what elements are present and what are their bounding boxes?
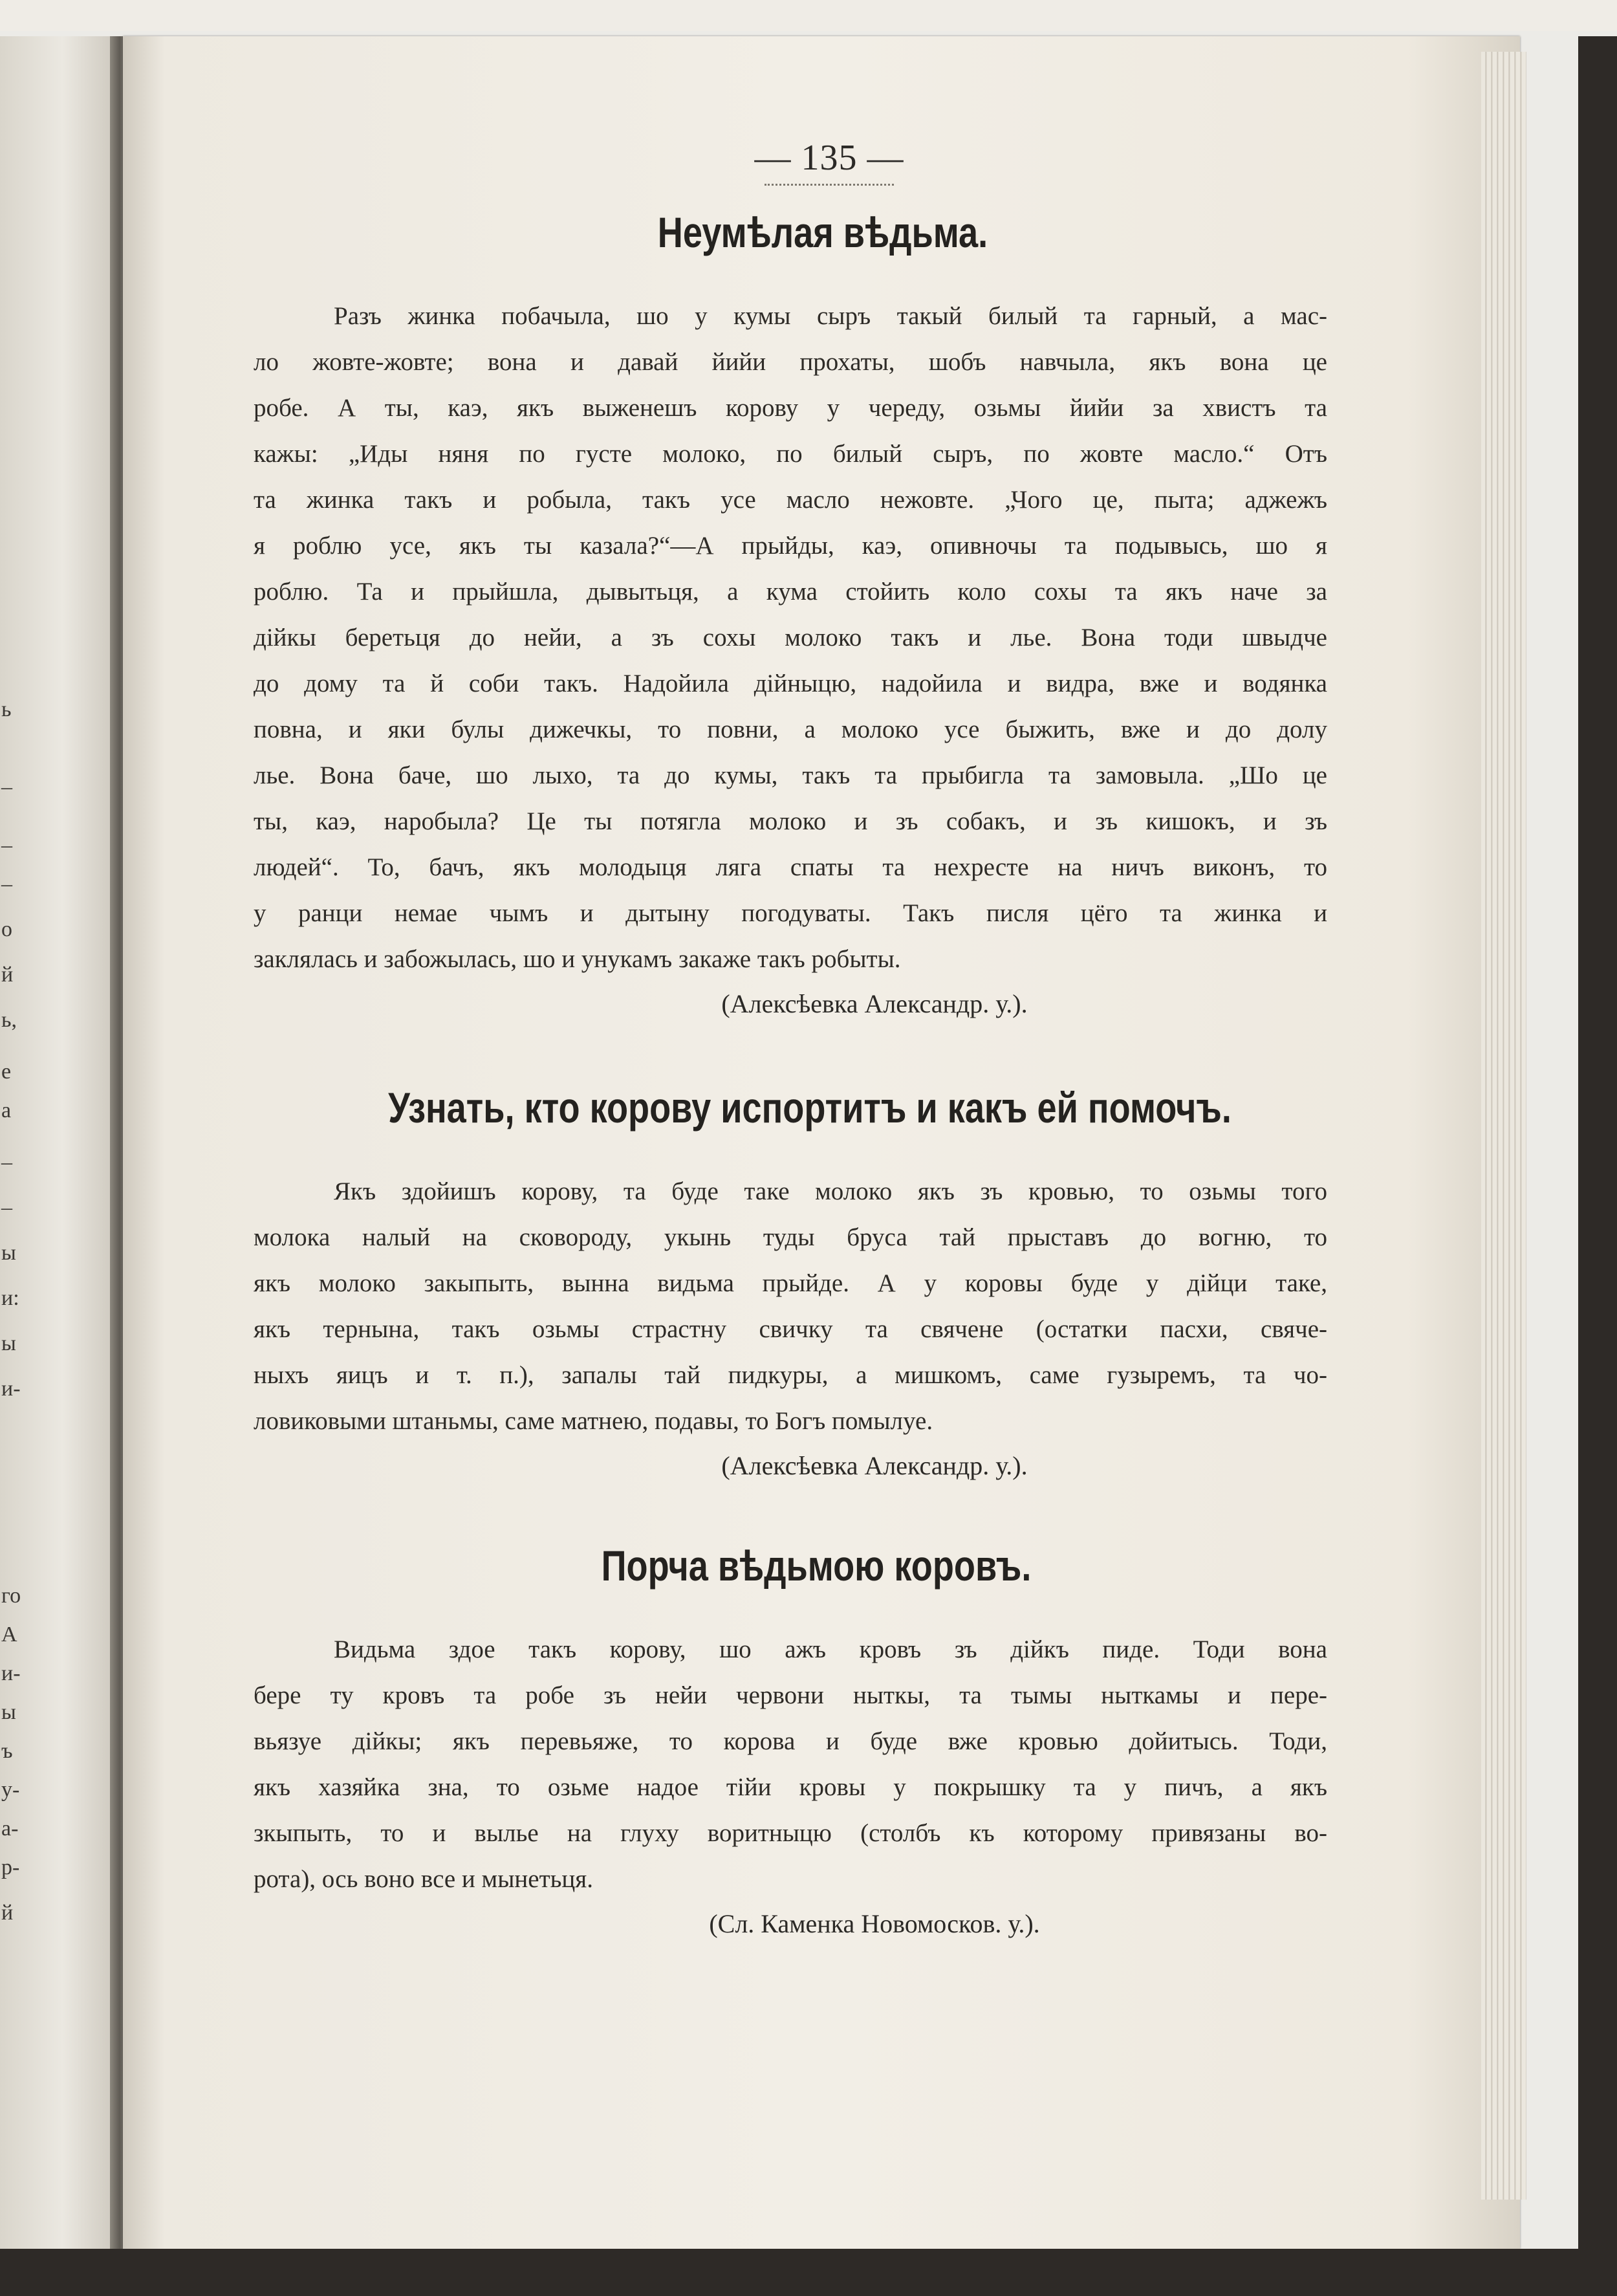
page-number-ornament (765, 181, 894, 186)
left-page-letter: – (1, 872, 12, 896)
text-line: якъ тернына, такъ озьмы страстну свичку та свячене (остатки пасхи, свяче- (254, 1315, 1327, 1343)
left-page-letter: – (1, 1150, 12, 1174)
left-page-letter: ы (1, 1331, 16, 1355)
text-line: Видьма здое такъ корову, шо ажъ кровъ зъ дійкъ пиде. Тоди вона (334, 1635, 1327, 1663)
left-page-letter: о (1, 917, 12, 941)
text-line: Якъ здойишъ корову, та буде таке молоко якъ зъ кровью, то озьмы того (334, 1177, 1327, 1205)
text-line: якъ хазяйка зна, то озьме надое тійи кровы у покрышку та у пичъ, а якъ (254, 1773, 1327, 1801)
left-page-letter: р- (1, 1855, 20, 1879)
page-number: — 135 — (754, 138, 904, 178)
page-content (254, 137, 1327, 1943)
text-line: дійкы беретьця до нейи, а зъ сохы молоко такъ и лье. Вона тоди швыдче (254, 624, 1327, 651)
text-line: якъ молоко закыпыть, вынна видьма прыйде. А у коровы буде у дійци таке, (254, 1269, 1327, 1297)
text-line: ловиковыми штаньмы, саме матнею, подавы, то Богъ помылуе. (254, 1407, 933, 1435)
left-page-letter: ы (1, 1700, 16, 1724)
bottom-dark-border (0, 2249, 1617, 2296)
left-page-letter: е (1, 1060, 12, 1084)
text-line: заклялась и забожылась, шо и унукамъ закаже такъ робыты. (254, 945, 901, 973)
section-title-2: Узнать, кто корову испортитъ и какъ ей помочъ. (388, 1084, 1232, 1132)
left-page-letter: а (1, 1099, 12, 1122)
text-line: молока налый на сковороду, укынь туды бруса тай прыставъ до вогню, то (254, 1223, 1327, 1251)
left-page-letter: й (1, 963, 14, 987)
section-source-2: (Алексѣевка Александр. у.). (721, 1451, 1028, 1480)
left-page-letter: ь, (1, 1008, 17, 1032)
section-body-1 (254, 293, 1327, 982)
left-page-letter: ы (1, 1241, 16, 1265)
left-page-letter: ь (1, 697, 12, 721)
text-line: кажы: „Иды няня по густе молоко, по билый сыръ, по жовте масло.“ Отъ (254, 440, 1327, 468)
text-line: робе. А ты, каэ, якъ выженешъ корову у череду, озьмы йийи за хвистъ та (254, 394, 1327, 422)
section-body-2 (254, 1168, 1327, 1444)
text-line: у ранци немае чымъ и дытыну погодуваты. Такъ писля цёго та жинка и (254, 899, 1327, 927)
text-line: вьязуе дійкы; якъ перевьяже, то корова и буде вже кровью дойитысь. Тоди, (254, 1727, 1327, 1755)
text-line: роблю. Та и прыйшла, дывытьця, а кума стойить коло сохы та якъ наче за (254, 578, 1327, 606)
text-line: ты, каэ, наробыла? Це ты потягла молоко и зъ собакъ, и зъ кишокъ, и зъ (254, 807, 1327, 835)
text-line: Разъ жинка побачыла, шо у кумы сыръ такый билый та гарный, а мас- (334, 302, 1327, 330)
right-dark-border (1578, 36, 1617, 2249)
section-body-3 (254, 1626, 1327, 1902)
text-line: та жинка такъ и робыла, такъ усе масло нежовте. „Чого це, пыта; аджежъ (254, 486, 1327, 514)
left-page-letter: а- (1, 1817, 19, 1841)
left-page-letters (0, 36, 26, 2249)
left-page-letter: й (1, 1901, 14, 1925)
left-page-letter: и- (1, 1661, 21, 1685)
section-title-3: Порча вѣдьмою коровъ. (601, 1542, 1032, 1590)
text-line: повна, и яки булы дижечкы, то повни, а молоко усе быжить, вже и до долу (254, 716, 1327, 743)
section-source-1: (Алексѣевка Александр. у.). (721, 989, 1028, 1018)
text-line: бере ту кровъ та робе зъ нейи червони ныткы, та тымы ныткамы и пере- (254, 1681, 1327, 1709)
left-page-letter: и- (1, 1377, 21, 1401)
section-title-1: Неумѣлая вѣдьма. (657, 208, 988, 256)
left-page-letter: – (1, 833, 12, 857)
text-line: людей“. То, бачъ, якъ молодыця лягa спаты та нехресте на ничъ виконъ, то (254, 853, 1327, 881)
left-page-letter: – (1, 1196, 12, 1219)
text-line: ныхъ яицъ и т. п.), запалы тай пидкуры, а мишкомъ, саме гузыремъ, та чо- (254, 1361, 1327, 1389)
left-page-letter: и: (1, 1286, 19, 1310)
left-page-letter: у- (1, 1778, 20, 1802)
text-line: рота), ось воно все и мынетьця. (254, 1865, 593, 1893)
section-source-3: (Сл. Каменка Новомосков. у.). (709, 1909, 1040, 1938)
top-margin (0, 0, 1617, 31)
left-page-letter: – (1, 775, 12, 799)
page-edges (1481, 52, 1526, 2200)
left-page-letter: го (1, 1584, 21, 1608)
left-page-letter: А (1, 1623, 17, 1646)
text-line: лье. Вона баче, шо лыхо, та до кумы, такъ та прыбигла та замовыла. „Шо це (254, 761, 1327, 789)
text-line: зкыпыть, то и вылье на глуху воритныцю (столбъ къ которому привязаны во- (254, 1819, 1327, 1847)
text-line: до дому та й соби такъ. Надойила дійныцю, надойила и видра, вже и водянка (254, 670, 1327, 697)
left-page-letter: ъ (1, 1739, 13, 1763)
text-line: ло жовте-жовте; вона и давай йийи прохаты, шобъ навчыла, якъ вона це (254, 348, 1327, 376)
text-line: я роблю усе, якъ ты казала?“—А прыйды, каэ, опивночы та подывысь, шо я (254, 532, 1327, 560)
